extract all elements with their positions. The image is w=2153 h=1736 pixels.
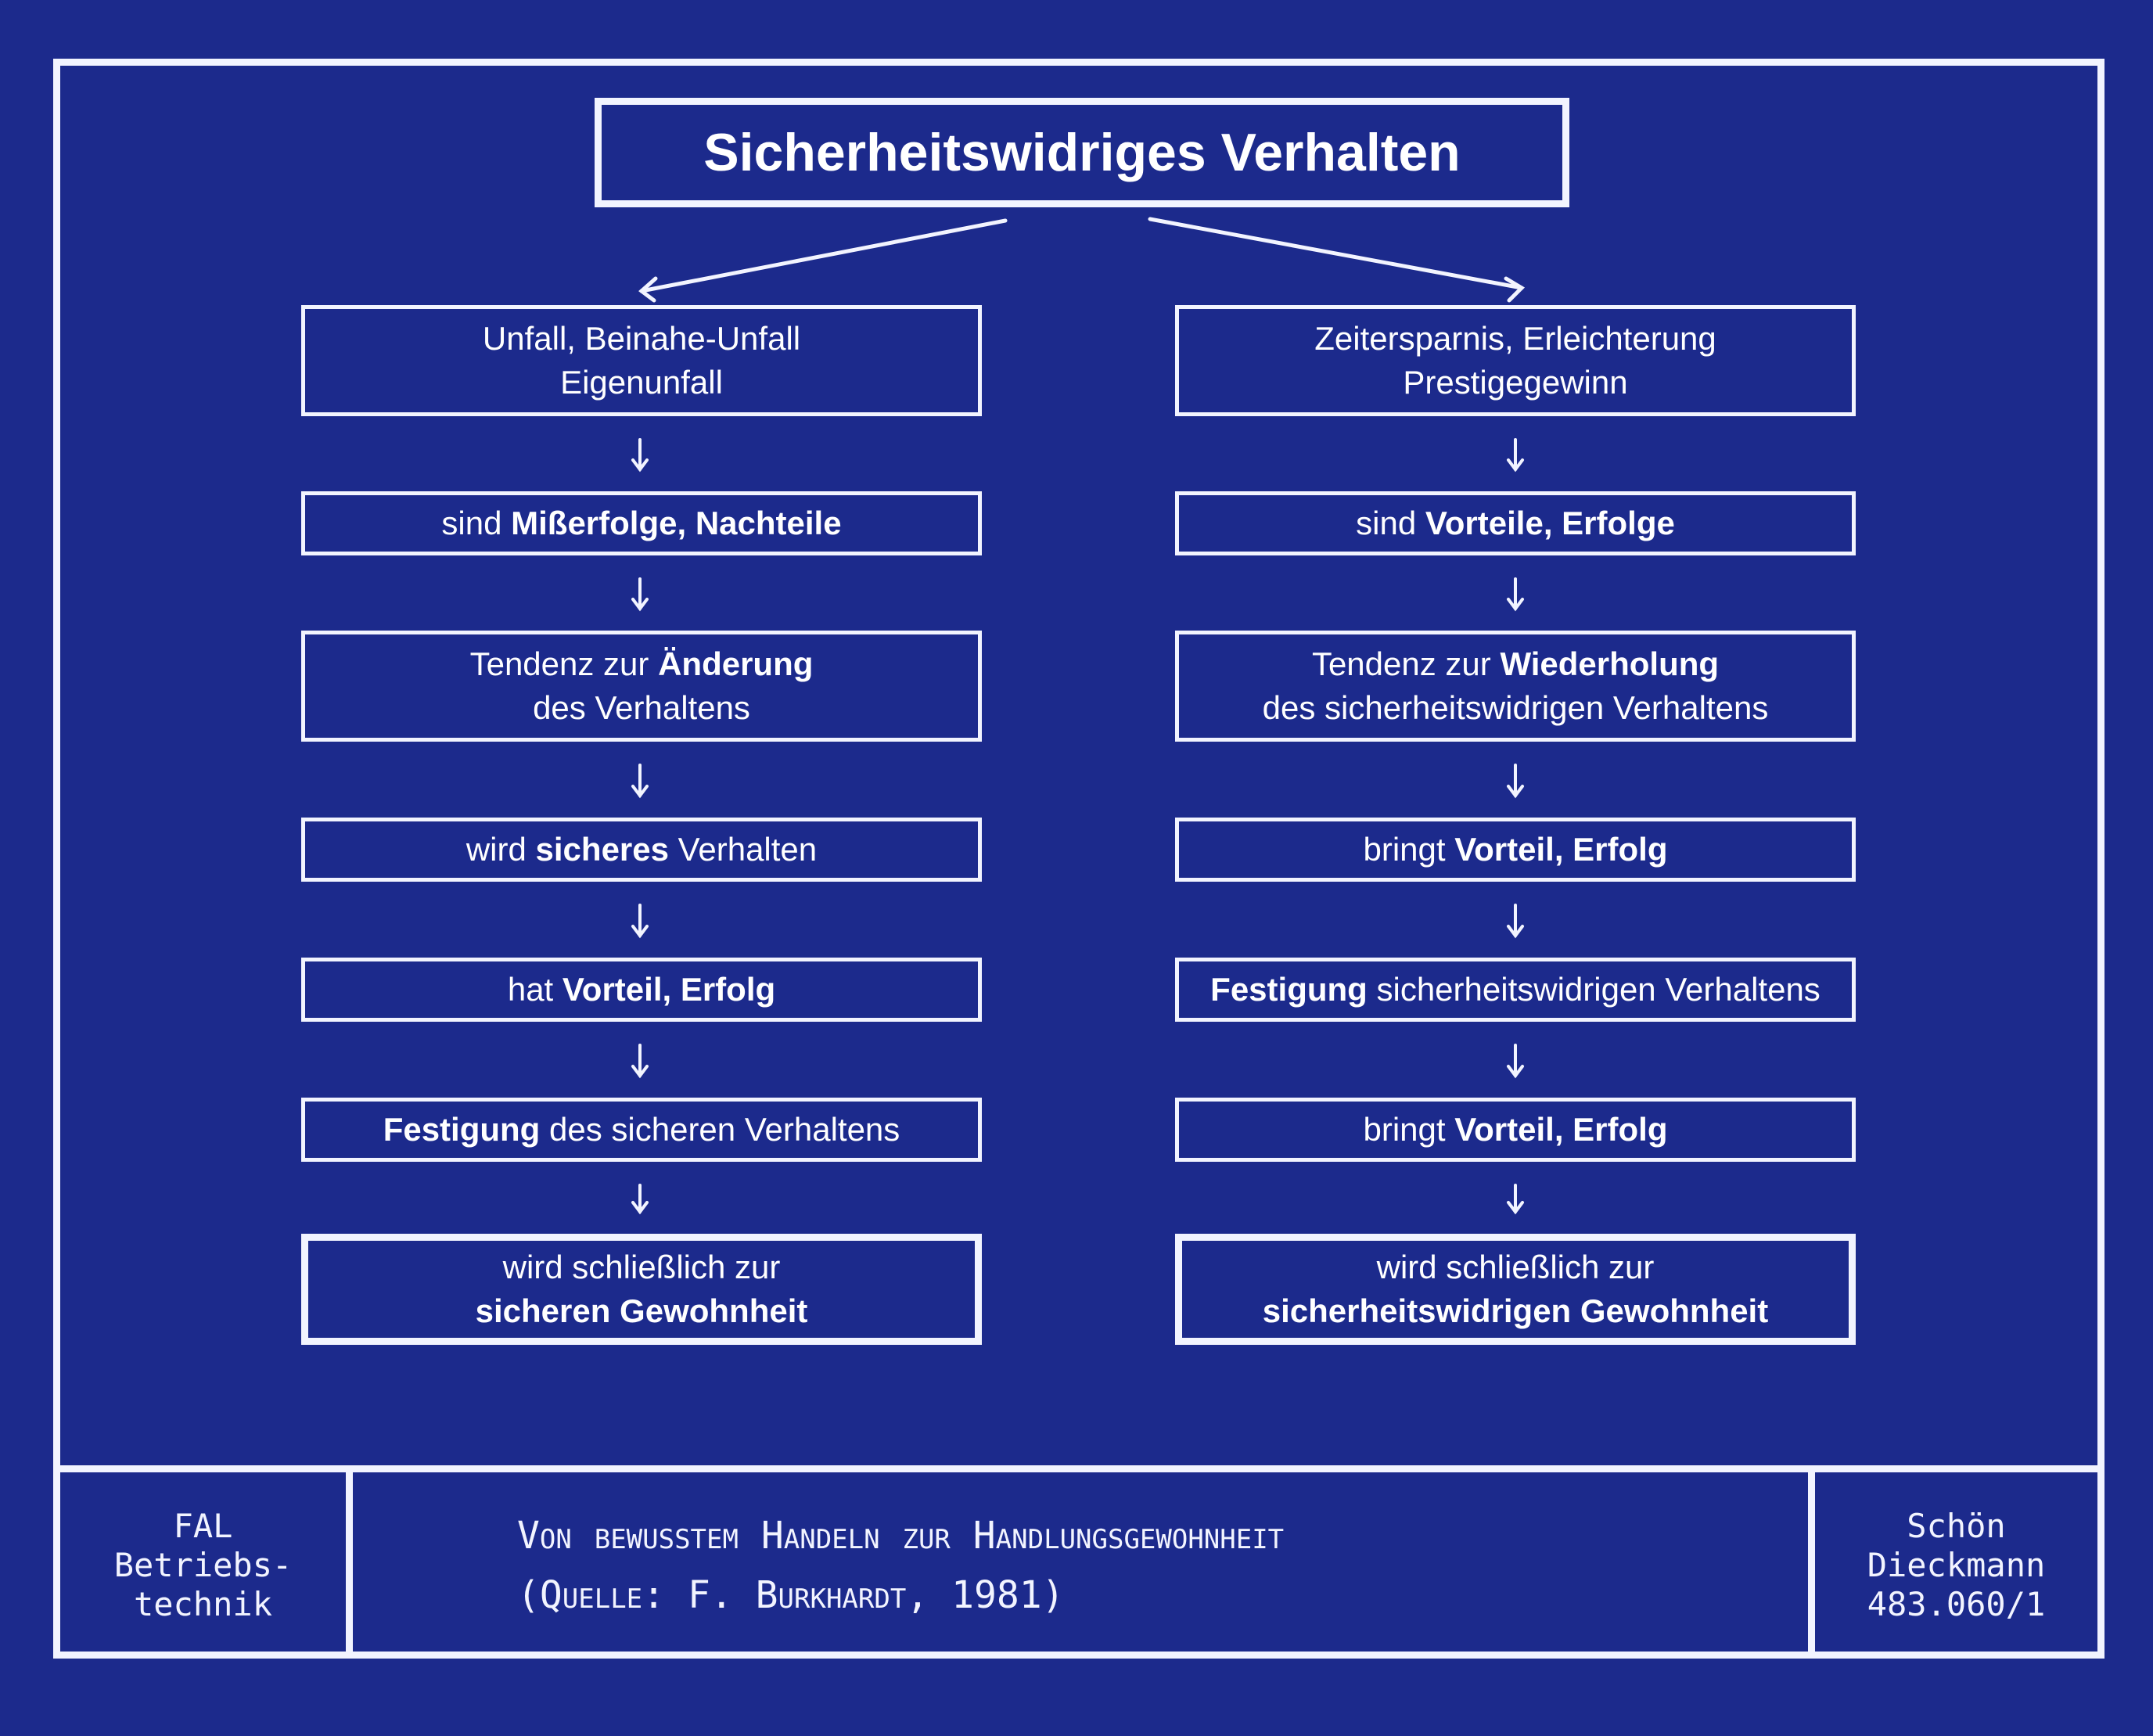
footer-divider xyxy=(53,1465,2104,1472)
left_column-box-7 xyxy=(301,1234,982,1345)
left_column-box-2 xyxy=(301,491,982,555)
box-text-emphasis: Vorteile, Erfolge xyxy=(1425,505,1675,541)
box-text-line xyxy=(1377,1245,1655,1289)
box-text: wird schließlich zur xyxy=(1376,1249,1655,1285)
footer-authors xyxy=(1815,1472,2097,1659)
box-text: des sicherheitswidrigen Verhaltens xyxy=(1262,689,1769,726)
box-text-emphasis: Vorteil, Erfolg xyxy=(562,971,776,1008)
box-text: bringt xyxy=(1363,831,1455,868)
box-text: Tendenz zur xyxy=(469,645,659,682)
box-text-emphasis: Mißerfolge, Nachteile xyxy=(511,505,842,541)
box-text: des sicheren Verhaltens xyxy=(540,1111,900,1148)
box-text: Unfall, Beinahe-Unfall xyxy=(482,320,801,357)
footer-institute xyxy=(60,1472,346,1659)
box-text-emphasis: Vorteil, Erfolg xyxy=(1454,831,1668,868)
box-text-line xyxy=(483,317,800,361)
branch-arrowhead-right xyxy=(1506,279,1522,300)
diagram-title: Sicherheitswidriges Verhalten xyxy=(595,98,1569,207)
box-text-line xyxy=(1364,1108,1668,1152)
branch-arrow-right xyxy=(1150,219,1522,288)
box-text-line xyxy=(1263,1289,1768,1333)
footer-separator-left xyxy=(346,1472,353,1659)
box-text-line xyxy=(466,828,817,872)
box-text-emphasis: Festigung xyxy=(1210,971,1368,1008)
box-text-line xyxy=(1356,501,1675,545)
box-text-line xyxy=(560,361,723,404)
left_column-box-3 xyxy=(301,631,982,742)
left_column-box-6 xyxy=(301,1098,982,1162)
box-text: sicherheitswidrigen Verhaltens xyxy=(1367,971,1821,1008)
right_column-box-3 xyxy=(1175,631,1856,742)
footer-reference-number: 483.060/1 xyxy=(1867,1585,2046,1623)
box-text-line xyxy=(1364,828,1668,872)
box-text-line xyxy=(508,968,775,1012)
box-text-line xyxy=(533,686,750,730)
box-text-emphasis: Vorteil, Erfolg xyxy=(1454,1111,1668,1148)
footer-separator-right xyxy=(1808,1472,1815,1659)
box-text-emphasis: sicherheitswidrigen Gewohnheit xyxy=(1262,1292,1769,1329)
branch-arrow-left xyxy=(642,221,1005,291)
box-text-line xyxy=(503,1245,781,1289)
box-text: wird xyxy=(465,831,536,868)
left_column-box-4 xyxy=(301,818,982,882)
box-text: bringt xyxy=(1363,1111,1455,1148)
right_column-box-5 xyxy=(1175,958,1856,1022)
box-text: sind xyxy=(1356,505,1425,541)
box-text: Prestigegewinn xyxy=(1403,364,1628,401)
box-text: hat xyxy=(507,971,563,1008)
box-text-line xyxy=(383,1108,900,1152)
box-text-line xyxy=(441,501,841,545)
box-text-line xyxy=(476,1289,808,1333)
right_column-box-7 xyxy=(1175,1234,1856,1345)
right_column-box-4 xyxy=(1175,818,1856,882)
box-text: des Verhaltens xyxy=(533,689,750,726)
box-text-emphasis: sicheres xyxy=(535,831,669,868)
box-text-line xyxy=(1263,686,1769,730)
footer-institute-line: technik xyxy=(133,1585,272,1623)
box-text: Zeitersparnis, Erleichterung xyxy=(1314,320,1716,357)
box-text: Verhalten xyxy=(669,831,818,868)
left_column-box-5 xyxy=(301,958,982,1022)
footer-institute-line: Betriebs- xyxy=(113,1546,293,1584)
box-text-emphasis: sicheren Gewohnheit xyxy=(475,1292,808,1329)
box-text-emphasis: Wiederholung xyxy=(1500,645,1720,682)
box-text-emphasis: Festigung xyxy=(383,1111,541,1148)
footer-institute-line: FAL xyxy=(173,1507,233,1545)
right_column-box-6 xyxy=(1175,1098,1856,1162)
box-text-line xyxy=(470,642,814,686)
footer-author-line: Dieckmann xyxy=(1867,1546,2046,1584)
box-text-line xyxy=(1403,361,1627,404)
box-text: sind xyxy=(441,505,512,541)
box-text: wird schließlich zur xyxy=(502,1249,781,1285)
footer-caption xyxy=(353,1472,1808,1659)
right_column-box-2 xyxy=(1175,491,1856,555)
footer-author-line: Schön xyxy=(1907,1507,2006,1545)
footer-caption-source: (Quelle: F. Burkhardt, 1981) xyxy=(517,1573,1065,1617)
box-text: Tendenz zur xyxy=(1311,645,1501,682)
box-text-line xyxy=(1312,642,1719,686)
right_column-box-1 xyxy=(1175,305,1856,416)
box-text: Eigenunfall xyxy=(560,364,723,401)
box-text-line xyxy=(1314,317,1716,361)
box-text-line xyxy=(1210,968,1821,1012)
left_column-box-1 xyxy=(301,305,982,416)
footer-caption-title: Von bewusstem Handeln zur Handlungsgewohnheit xyxy=(517,1514,1285,1558)
box-text-emphasis: Änderung xyxy=(658,645,814,682)
